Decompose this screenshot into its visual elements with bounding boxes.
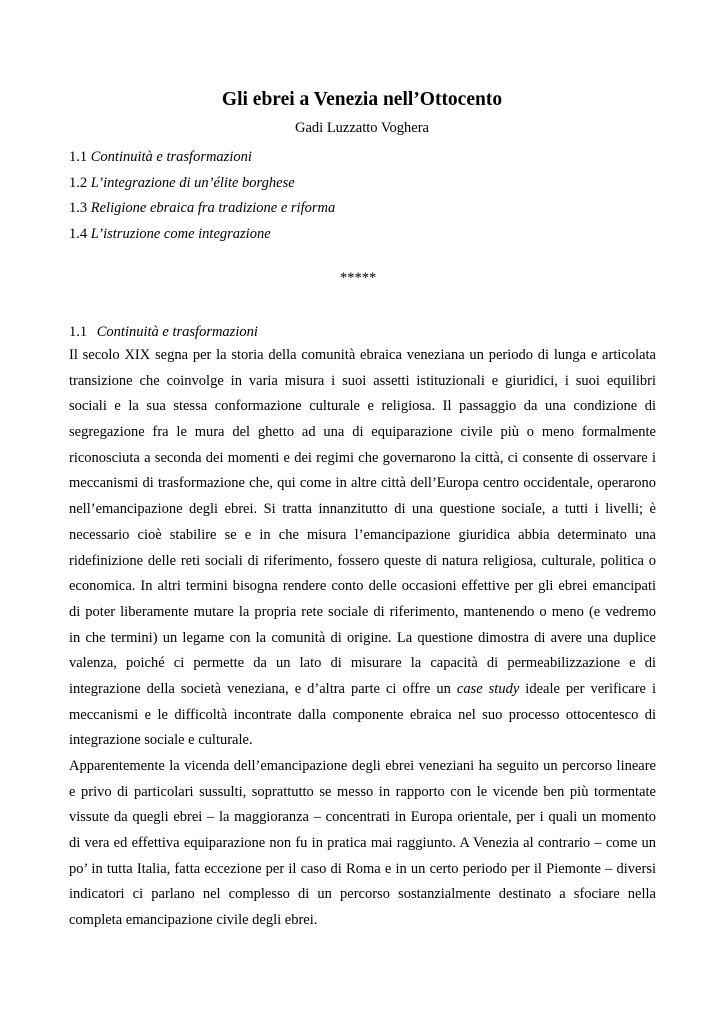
text-run: integrazione della società veneziana, e d’altra parte ci offre un bbox=[69, 680, 451, 697]
text-line: economica. In altri termini bisogna rendere conto delle occasioni effettive per gli ebrei emancipati bbox=[69, 578, 656, 595]
text-line: vissute da quegli ebrei – la maggioranza – concentrati in Europa orientale, per i quali un momento bbox=[69, 809, 656, 826]
toc-item-number: 1.3 bbox=[69, 200, 88, 217]
document-author: Gadi Luzzatto Voghera bbox=[295, 120, 429, 136]
text-line: di vera ed effettiva equiparazione non fu in pratica mai raggiunto. A Venezia al contrario – come un bbox=[69, 835, 656, 852]
text-line: di poter liberamente mutare la propria rete sociale di riferimento, mantenendo o meno (e vedremo bbox=[69, 603, 656, 620]
text-line: meccanismi e le difficoltà incontrate dalla componente ebraica nel suo processo ottocentesco di bbox=[69, 706, 656, 723]
toc-item-label: Continuità e trasformazioni bbox=[90, 149, 252, 165]
toc-item-label: L’integrazione di un’élite borghese bbox=[90, 174, 295, 191]
text-line: segregazione fra le mura del ghetto ad una di equiparazione civile più o meno formalmente bbox=[69, 424, 656, 441]
text-line: ridefinizione delle reti sociali di riferimento, fossero queste di natura religiosa, culturale, politica o bbox=[69, 552, 656, 569]
toc-item bbox=[69, 196, 335, 222]
paragraph bbox=[69, 754, 656, 934]
text-line: transizione che coinvolge in varia misura i suoi assetti istituzionali e giuridici, i suoi equilibri bbox=[69, 372, 656, 389]
text-line: necessario cioè stabilire se e in che misura l’emancipazione giuridica abbia determinato una bbox=[69, 526, 656, 543]
body-text bbox=[69, 343, 656, 934]
section-number: 1.1 bbox=[69, 324, 88, 340]
toc-item-number: 1.1 bbox=[69, 149, 88, 165]
text-line: Il secolo XIX segna per la storia della comunità ebraica veneziana un periodo di lunga e articolata bbox=[69, 347, 656, 363]
italic-term: case study bbox=[456, 680, 520, 697]
toc-item bbox=[69, 222, 335, 248]
toc-item bbox=[69, 145, 335, 171]
text-line: Apparentemente la vicenda dell’emancipazione degli ebrei veneziani ha seguito un percorso lineare bbox=[69, 758, 656, 774]
toc-item bbox=[69, 171, 335, 197]
text-line: e privo di particolari sussulti, soprattutto se messo in rapporto con le vicende ben più tormentate bbox=[69, 783, 656, 800]
section-heading bbox=[69, 321, 258, 343]
text-line: riconosciuta a seconda dei momenti e dei regimi che governarono la città, ci consente di osservare i bbox=[69, 449, 656, 466]
section-separator: ***** bbox=[340, 270, 377, 286]
section-title: Continuità e trasformazioni bbox=[96, 324, 258, 340]
toc-item-label: Religione ebraica fra tradizione e riforma bbox=[90, 200, 336, 217]
document-title: Gli ebrei a Venezia nell’Ottocento bbox=[221, 89, 503, 110]
text-line: in che termini) un legame con la comunità di origine. La questione dimostra di avere una duplice bbox=[69, 629, 656, 646]
toc-item-number: 1.4 bbox=[69, 226, 88, 243]
text-line: indicatori ci parlano nel complesso di un percorso sostanzialmente destinato a sfociare nella bbox=[69, 886, 656, 903]
text-line: nell’emancipazione degli ebrei. Si tratta innanzitutto di una questione sociale, a tutti i livelli; è bbox=[69, 501, 656, 518]
text-line: po’ in tutta Italia, fatta eccezione per il caso di Roma e in un certo periodo per il Piemonte – diversi bbox=[69, 860, 656, 877]
text-line bbox=[69, 677, 656, 703]
text-line: completa emancipazione civile degli ebrei. bbox=[69, 912, 318, 929]
toc-item-number: 1.2 bbox=[69, 174, 88, 191]
text-run: ideale per verificare i bbox=[525, 680, 657, 697]
text-line: integrazione sociale e culturale. bbox=[69, 732, 253, 749]
text-line: meccanismi di trasformazione che, qui come in altre città dell’Europa centro occidentale, operarono bbox=[69, 475, 656, 492]
text-line: sociali e la sua stessa conformazione culturale e religiosa. Il passaggio da una condizione di bbox=[69, 398, 656, 415]
table-of-contents bbox=[69, 145, 335, 248]
toc-item-label: L’istruzione come integrazione bbox=[90, 226, 271, 243]
paragraph bbox=[69, 343, 656, 754]
text-line: valenza, poiché ci permette da un lato di misurare la capacità di permeabilizzazione e di bbox=[69, 655, 656, 672]
